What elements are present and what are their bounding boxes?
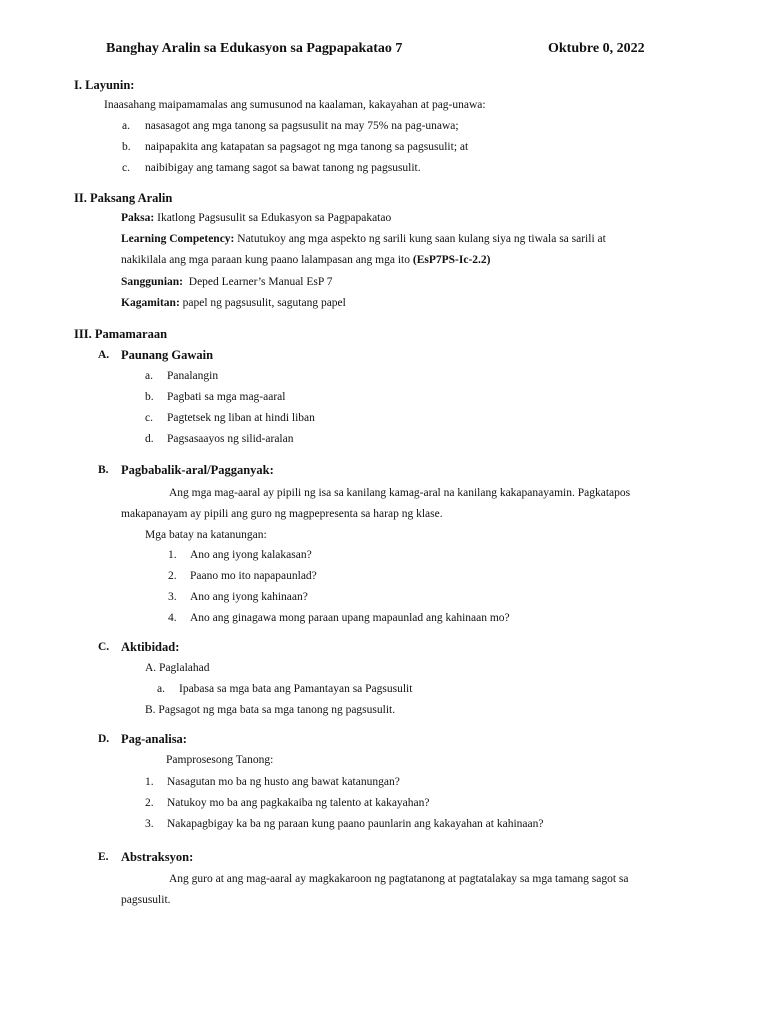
learning-competency-text-2: nakikilala ang mga paraan kung paano lalampasan ang mga ito xyxy=(121,254,410,266)
question-number: 1. xyxy=(168,549,177,561)
paksa-label: Paksa: xyxy=(121,212,155,224)
pag-analisa-intro: Pamprosesong Tanong: xyxy=(166,754,274,766)
subsection-a-title: Paunang Gawain xyxy=(121,348,214,362)
kagamitan-value: papel ng pagsusulit, sagutang papel xyxy=(182,297,346,309)
aktibidad-b-line: B. Pagsagot ng mga bata sa mga tanong ng pagsusulit. xyxy=(145,704,396,716)
list-item: Pagsasaayos ng silid-aralan xyxy=(167,433,294,445)
sanggunian-line xyxy=(121,275,332,289)
question-item: Nasagutan mo ba ng husto ang bawat katanungan? xyxy=(167,776,400,788)
learning-competency-line-2 xyxy=(121,253,491,267)
layunin-item-marker: a. xyxy=(122,120,130,132)
subsection-b-title: Pagbabalik-aral/Pagganyak: xyxy=(121,463,274,477)
subsection-c-title: Aktibidad: xyxy=(121,640,180,654)
question-item: Natukoy mo ba ang pagkakaiba ng talento at kakayahan? xyxy=(167,797,430,809)
list-item: Panalangin xyxy=(167,370,219,382)
question-item: Nakapagbigay ka ba ng paraan kung paano paunlarin ang kakayahan at kahinaan? xyxy=(167,818,544,830)
paragraph-line: Ang mga mag-aaral ay pipili ng isa sa kanilang kamag-aral na kanilang kakapanayamin. Pagkatapos xyxy=(169,487,631,499)
question-number: 3. xyxy=(168,591,177,603)
list-item: Pagbati sa mga mag-aaral xyxy=(167,391,286,403)
question-number: 3. xyxy=(145,818,154,830)
list-item-marker: d. xyxy=(145,433,154,445)
subsection-e-title: Abstraksyon: xyxy=(121,850,194,864)
list-item-marker: c. xyxy=(145,412,153,424)
list-item-marker: a. xyxy=(145,370,153,382)
paragraph-line: Ang guro at ang mag-aaral ay magkakaroon ng pagtatanong at pagtatalakay sa mga tamang sagot sa xyxy=(169,873,629,885)
document-title: Banghay Aralin sa Edukasyon sa Pagpapakatao 7 xyxy=(106,41,403,56)
learning-competency-code: (EsP7PS-Ic-2.2) xyxy=(412,254,491,266)
question-item: Ano ang ginagawa mong paraan upang mapaunlad ang kahinaan mo? xyxy=(190,612,510,624)
list-item-marker: b. xyxy=(145,391,154,403)
paksa-line xyxy=(121,211,391,225)
aktibidad-a-line: A. Paglalahad xyxy=(145,662,210,674)
aktibidad-sub-marker: a. xyxy=(157,683,165,695)
learning-competency-line xyxy=(121,232,606,246)
subsection-d-title: Pag-analisa: xyxy=(121,732,187,746)
question-item: Paano mo ito napapaunlad? xyxy=(190,570,317,582)
kagamitan-line xyxy=(121,296,346,310)
layunin-item-marker: b. xyxy=(122,141,131,153)
question-number: 2. xyxy=(145,797,154,809)
layunin-intro: Inaasahang maipamamalas ang sumusunod na kaalaman, kakayahan at pag-unawa: xyxy=(104,99,486,111)
subsection-d-marker: D. xyxy=(98,733,110,745)
subsection-c-marker: C. xyxy=(98,641,110,653)
learning-competency-text: Natutukoy ang mga aspekto ng sarili kung saan kulang siya ng tiwala sa sarili at xyxy=(237,233,606,245)
section-paksang-aralin-heading: II. Paksang Aralin xyxy=(74,191,173,205)
layunin-item-text: nasasagot ang mga tanong sa pagsusulit na may 75% na pag-unawa; xyxy=(145,120,459,132)
question-item: Ano ang iyong kahinaan? xyxy=(190,591,308,603)
aktibidad-sub-item: Ipabasa sa mga bata ang Pamantayan sa Pagsusulit xyxy=(179,683,413,695)
question-number: 4. xyxy=(168,612,177,624)
subsection-b-marker: B. xyxy=(98,464,109,476)
layunin-item-text: naibibigay ang tamang sagot sa bawat tanong ng pagsusulit. xyxy=(145,162,421,174)
document-date: Oktubre 0, 2022 xyxy=(548,41,645,56)
question-number: 1. xyxy=(145,776,154,788)
question-item: Ano ang iyong kalakasan? xyxy=(190,549,312,561)
layunin-item-marker: c. xyxy=(122,162,130,174)
section-pamamaraan-heading: III. Pamamaraan xyxy=(74,327,168,341)
guide-label: Mga batay na katanungan: xyxy=(145,529,267,541)
question-number: 2. xyxy=(168,570,177,582)
sanggunian-label: Sanggunian: xyxy=(121,276,184,288)
subsection-a-marker: A. xyxy=(98,349,110,361)
learning-competency-label: Learning Competency: xyxy=(121,233,235,245)
kagamitan-label: Kagamitan: xyxy=(121,297,180,309)
layunin-item-text: naipapakita ang katapatan sa pagsagot ng mga tanong sa pagsusulit; at xyxy=(145,141,469,153)
subsection-e-marker: E. xyxy=(98,851,109,863)
section-layunin-heading: I. Layunin: xyxy=(74,78,135,92)
paksa-value: Ikatlong Pagsusulit sa Edukasyon sa Pagpapakatao xyxy=(157,212,392,224)
sanggunian-value: Deped Learner’s Manual EsP 7 xyxy=(188,276,333,288)
paragraph-line: makapanayam ay pipili ang guro ng magpepresenta sa harap ng klase. xyxy=(121,508,443,520)
list-item: Pagtetsek ng liban at hindi liban xyxy=(167,412,315,424)
paragraph-line: pagsusulit. xyxy=(121,894,171,906)
